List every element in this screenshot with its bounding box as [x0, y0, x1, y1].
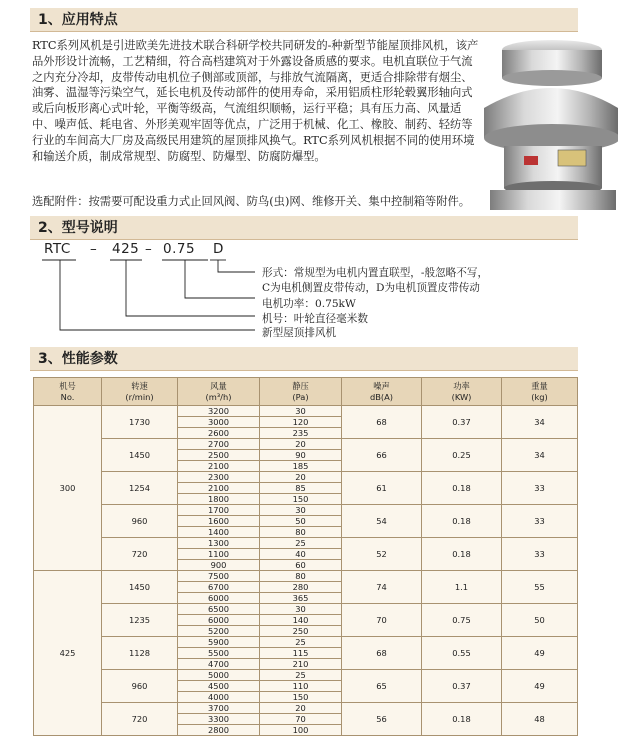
- cell-power: 0.37: [422, 406, 502, 439]
- model-code-number: 425: [112, 241, 140, 257]
- cell-airflow: 3000: [178, 417, 260, 428]
- cell-noise: 70: [342, 604, 422, 637]
- model-label-series: 新型屋顶排风机: [262, 327, 337, 339]
- cell-airflow: 1100: [178, 549, 260, 560]
- cell-speed: 960: [102, 670, 178, 703]
- cell-noise: 65: [342, 670, 422, 703]
- cell-noise: 54: [342, 505, 422, 538]
- table-row: [34, 538, 578, 549]
- cell-pressure: 85: [260, 483, 342, 494]
- cell-weight: 49: [502, 670, 578, 703]
- table-row: [34, 472, 578, 483]
- cell-airflow: 6700: [178, 582, 260, 593]
- roof-fan-image: [476, 38, 618, 210]
- cell-pressure: 110: [260, 681, 342, 692]
- cell-noise: 52: [342, 538, 422, 571]
- header-noise: 噪声 dB(A): [342, 378, 422, 406]
- table-row: [34, 703, 578, 714]
- cell-weight: 48: [502, 703, 578, 736]
- cell-airflow: 2300: [178, 472, 260, 483]
- cell-speed: 1450: [102, 571, 178, 604]
- cell-pressure: 25: [260, 670, 342, 681]
- header-weight: 重量 (kg): [502, 378, 578, 406]
- cell-power: 1.1: [422, 571, 502, 604]
- cell-speed: 1235: [102, 604, 178, 637]
- cell-weight: 34: [502, 439, 578, 472]
- table-header-row: [34, 378, 578, 406]
- cell-noise: 74: [342, 571, 422, 604]
- model-code-power: 0.75: [163, 241, 196, 257]
- cell-pressure: 185: [260, 461, 342, 472]
- cell-pressure: 235: [260, 428, 342, 439]
- cell-noise: 68: [342, 406, 422, 439]
- cell-pressure: 20: [260, 472, 342, 483]
- cell-noise: 61: [342, 472, 422, 505]
- cell-pressure: 20: [260, 703, 342, 714]
- cell-pressure: 70: [260, 714, 342, 725]
- cell-model-no: 425: [34, 571, 102, 736]
- cell-airflow: 1400: [178, 527, 260, 538]
- cell-airflow: 4700: [178, 659, 260, 670]
- cell-weight: 55: [502, 571, 578, 604]
- table-row: [34, 571, 578, 582]
- cell-airflow: 7500: [178, 571, 260, 582]
- cell-airflow: 3200: [178, 406, 260, 417]
- cell-airflow: 5500: [178, 648, 260, 659]
- cell-pressure: 80: [260, 527, 342, 538]
- cell-speed: 720: [102, 538, 178, 571]
- model-label-drive: C为电机侧置皮带传动，D为电机顶置皮带传动: [262, 282, 480, 294]
- cell-weight: 33: [502, 472, 578, 505]
- model-code-series: RTC: [44, 241, 71, 257]
- cell-power: 0.18: [422, 703, 502, 736]
- cell-pressure: 30: [260, 505, 342, 516]
- cell-power: 0.75: [422, 604, 502, 637]
- cell-noise: 56: [342, 703, 422, 736]
- cell-pressure: 80: [260, 571, 342, 582]
- cell-airflow: 900: [178, 560, 260, 571]
- section-title-model: 2、型号说明: [30, 216, 578, 240]
- cell-noise: 68: [342, 637, 422, 670]
- cell-pressure: 115: [260, 648, 342, 659]
- cell-power: 0.37: [422, 670, 502, 703]
- table-row: [34, 406, 578, 417]
- cell-airflow: 1700: [178, 505, 260, 516]
- cell-airflow: 4500: [178, 681, 260, 692]
- cell-airflow: 1300: [178, 538, 260, 549]
- table-row: [34, 439, 578, 450]
- model-code-dash: –: [90, 241, 98, 257]
- table-row: [34, 637, 578, 648]
- model-label-power: 电机功率：0.75kW: [262, 298, 356, 310]
- cell-speed: 960: [102, 505, 178, 538]
- cell-airflow: 2700: [178, 439, 260, 450]
- cell-airflow: 5900: [178, 637, 260, 648]
- model-label-type: 形式：常规型为电机内置直联型，-般忽略不写，: [262, 267, 489, 279]
- cell-airflow: 6000: [178, 615, 260, 626]
- cell-pressure: 90: [260, 450, 342, 461]
- features-paragraph: RTC系列风机是引进欧美先进技术联合科研学校共同研发的-种新型节能屋顶排风机，该产品外形设计流畅，工艺精细，符合高档建筑对于外露设备质感的要求。电机直联位于气流之内充分冷却，皮带传动电机位子侧部或顶部，与排放气流隔离，更适合排除带有烟尘、油雾、温湿等污染空气，延长电机及传动部件的使用寿命，采用铝质柱形轮毂翼形轴向式或后向板形离心式叶轮，平衡等级高，气流组织顺畅，运行平稳；具有压力高、风量适中、噪声低、耗电省、外形美观牢固等优点，广泛用于机械、化工、橡胶、制药、轻纺等行业的车间高大厂房及高级民用建筑的屋顶排风换气。RTC系列风机根据不同的使用环境和输送介质，制成常规型、防腐型、防爆型、防腐防爆型。: [32, 39, 479, 163]
- cell-pressure: 25: [260, 637, 342, 648]
- cell-pressure: 210: [260, 659, 342, 670]
- section-title-performance: 3、性能参数: [30, 347, 578, 371]
- header-static-pressure: 静压 (Pa): [260, 378, 342, 406]
- cell-weight: 50: [502, 604, 578, 637]
- cell-airflow: 5000: [178, 670, 260, 681]
- cell-pressure: 100: [260, 725, 342, 736]
- cell-airflow: 6000: [178, 593, 260, 604]
- cell-pressure: 25: [260, 538, 342, 549]
- cell-airflow: 3300: [178, 714, 260, 725]
- cell-airflow: 2500: [178, 450, 260, 461]
- cell-speed: 1128: [102, 637, 178, 670]
- table-row: [34, 604, 578, 615]
- cell-airflow: 3700: [178, 703, 260, 714]
- performance-table: [33, 377, 578, 736]
- cell-speed: 1254: [102, 472, 178, 505]
- cell-pressure: 120: [260, 417, 342, 428]
- cell-speed: 720: [102, 703, 178, 736]
- cell-pressure: 150: [260, 494, 342, 505]
- accessories-paragraph: 选配附件：按需要可配设重力式止回风阀、防鸟(虫)网、维修开关、集中控制箱等附件。: [32, 195, 471, 208]
- cell-power: 0.55: [422, 637, 502, 670]
- cell-power: 0.18: [422, 472, 502, 505]
- cell-weight: 33: [502, 538, 578, 571]
- model-label-size: 机号：叶轮直径毫米数: [262, 313, 368, 325]
- cell-speed: 1730: [102, 406, 178, 439]
- model-code-dash: –: [145, 241, 153, 257]
- table-row: [34, 505, 578, 516]
- section-title-features: 1、应用特点: [30, 8, 578, 32]
- cell-power: 0.18: [422, 538, 502, 571]
- cell-weight: 34: [502, 406, 578, 439]
- cell-pressure: 50: [260, 516, 342, 527]
- cell-pressure: 365: [260, 593, 342, 604]
- cell-weight: 49: [502, 637, 578, 670]
- cell-pressure: 20: [260, 439, 342, 450]
- cell-power: 0.25: [422, 439, 502, 472]
- cell-airflow: 1600: [178, 516, 260, 527]
- table-row: [34, 670, 578, 681]
- model-code-type: D: [213, 241, 224, 257]
- cell-model-no: 300: [34, 406, 102, 571]
- cell-power: 0.18: [422, 505, 502, 538]
- cell-pressure: 30: [260, 406, 342, 417]
- cell-airflow: 2600: [178, 428, 260, 439]
- cell-pressure: 60: [260, 560, 342, 571]
- cell-speed: 1450: [102, 439, 178, 472]
- cell-airflow: 2100: [178, 461, 260, 472]
- cell-noise: 66: [342, 439, 422, 472]
- cell-airflow: 2800: [178, 725, 260, 736]
- cell-pressure: 140: [260, 615, 342, 626]
- cell-pressure: 250: [260, 626, 342, 637]
- cell-pressure: 30: [260, 604, 342, 615]
- cell-pressure: 280: [260, 582, 342, 593]
- cell-airflow: 2100: [178, 483, 260, 494]
- cell-weight: 33: [502, 505, 578, 538]
- cell-pressure: 40: [260, 549, 342, 560]
- cell-pressure: 150: [260, 692, 342, 703]
- cell-airflow: 6500: [178, 604, 260, 615]
- cell-airflow: 5200: [178, 626, 260, 637]
- cell-airflow: 4000: [178, 692, 260, 703]
- header-speed: 转速 (r/min): [102, 378, 178, 406]
- header-power: 功率 (KW): [422, 378, 502, 406]
- header-airflow: 风量 (m³/h): [178, 378, 260, 406]
- header-no: 机号 No.: [34, 378, 102, 406]
- cell-airflow: 1800: [178, 494, 260, 505]
